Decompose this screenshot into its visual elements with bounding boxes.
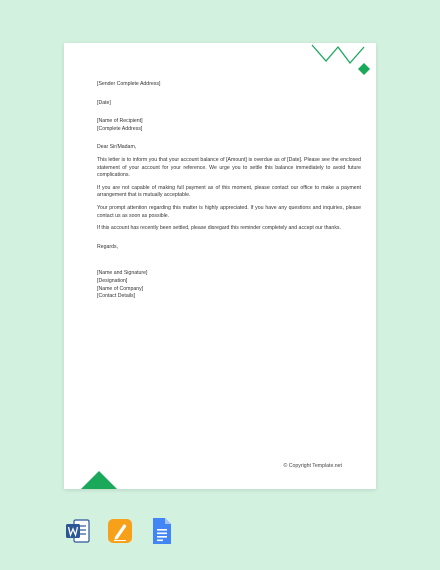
pages-icon[interactable] — [107, 517, 133, 545]
bottom-triangle-decoration — [81, 471, 117, 489]
corner-decoration — [310, 43, 372, 79]
signature-name: [Name and Signature] — [97, 270, 148, 277]
paragraph-2: If you are not capable of making full payment as of this moment, please contact our office to make a payment arrangement that is mutually acceptable. — [97, 184, 361, 199]
letter-date: [Date] — [97, 99, 111, 106]
paragraph-3: Your prompt attention regarding this matter is highly appreciated. If you have any questions and inquiries, please contact us as soon as possible. — [97, 204, 361, 219]
app-icons — [65, 517, 175, 545]
recipient-address: [Complete Address] — [97, 125, 143, 132]
signature-designation: [Designation] — [97, 277, 128, 284]
letter-page — [64, 43, 376, 489]
recipient-name: [Name of Recipient] — [97, 118, 143, 125]
letter-body — [97, 81, 361, 301]
paragraph-1: This letter is to inform you that your account balance of [Amount] is overdue as of [Date]. Please see the enclosed statement of your account for your reference. We urge you to settle this balance immediately to avoid future complications. — [97, 156, 361, 179]
signature-company: [Name of Company] — [97, 285, 144, 292]
closing: Regards, — [97, 243, 119, 250]
salutation: Dear Sir/Madam, — [97, 144, 137, 151]
paragraph-4: If this account has recently been settled, please disregard this reminder completely and accept our thanks. — [97, 225, 341, 232]
word-icon[interactable] — [65, 517, 91, 545]
copyright-text: © Copyright Template.net — [283, 463, 342, 469]
sender-address: [Sender Complete Address] — [97, 81, 161, 87]
google-docs-icon[interactable] — [149, 517, 175, 545]
signature-contact: [Contact Details] — [97, 293, 136, 300]
